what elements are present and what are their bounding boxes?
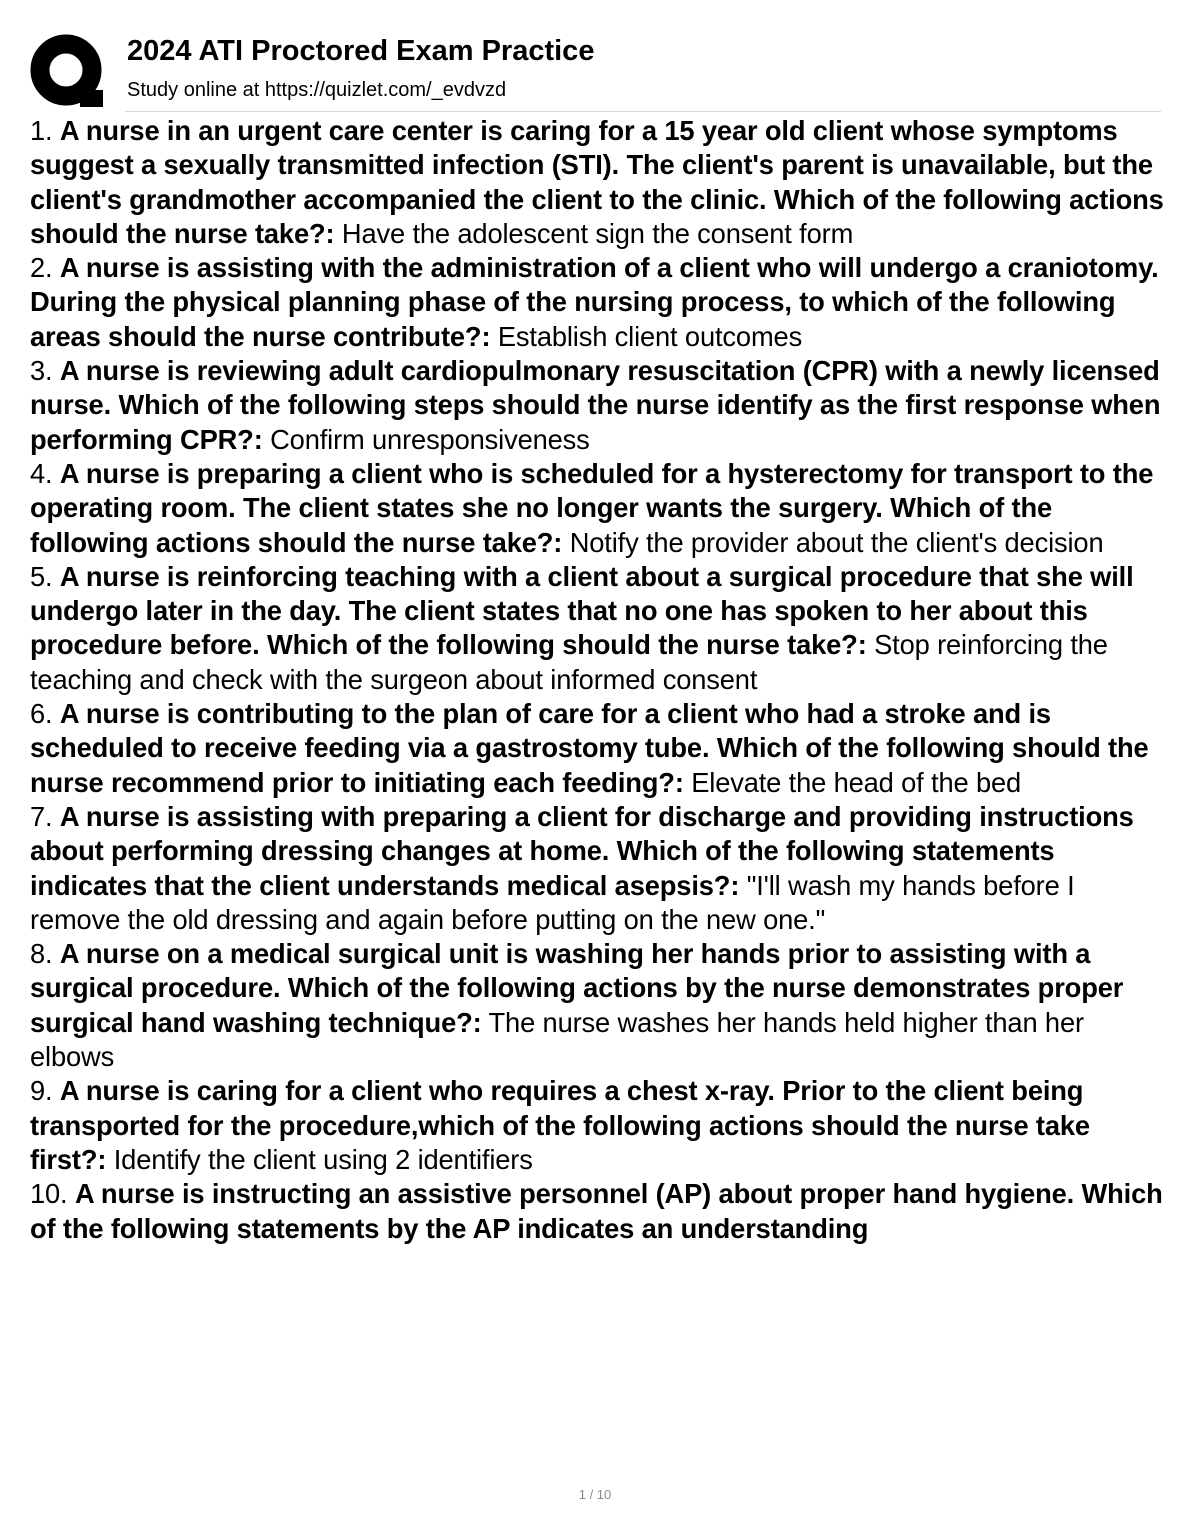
document-title: 2024 ATI Proctored Exam Practice [127, 35, 595, 67]
answer-text: Stop reinforcing the teaching and check with the surgeon about informed consent [30, 629, 1108, 695]
question-number: 2. [30, 252, 53, 284]
question-text: A nurse is assisting with the administration of a client who will undergo a craniotomy. During the physical planning phase of the nursing process, to which of the following areas should the nurse contribute?: [30, 252, 1159, 352]
question-number: 1. [30, 115, 53, 146]
question-text: A nurse is assisting with preparing a client for discharge and providing instructions about performing dressing changes at home. Which of the following statements indicates that the client understands medical asepsis?: [30, 800, 1134, 901]
answer-text: Have the adolescent sign the consent form [341, 217, 854, 249]
question-number: 7. [30, 800, 53, 832]
qa-item-6 [30, 697, 1164, 800]
page-number: 1 / 10 [578, 1487, 612, 1502]
qa-item-9 [30, 1074, 1164, 1177]
study-online-link[interactable]: Study online at https://quizlet.com/_evdvzd [127, 79, 507, 101]
quizlet-logo-icon [30, 34, 106, 110]
question-number: 6. [30, 698, 53, 730]
answer-text: Identify the client using 2 identifiers [113, 1143, 533, 1175]
question-number: 10. [30, 1178, 68, 1210]
answer-text: Establish client outcomes [497, 320, 803, 352]
qa-item-3 [30, 354, 1164, 457]
question-number: 4. [30, 457, 53, 489]
document-header [30, 30, 1160, 110]
qa-item-5 [30, 560, 1164, 697]
qa-item-4 [30, 457, 1164, 560]
qa-item-8 [30, 937, 1164, 1074]
question-number: 9. [30, 1075, 53, 1107]
answer-text: Elevate the head of the bed [691, 766, 1022, 798]
question-text: A nurse in an urgent care center is caring for a 15 year old client whose symptoms suggest a sexually transmitted infection (STI). The client's parent is unavailable, but the client's grandmother accompanied the client to the clinic. Which of the following actions should the nurse take?: [30, 115, 1164, 249]
qa-item-10 [30, 1177, 1164, 1246]
question-number: 5. [30, 560, 53, 592]
answer-text: The nurse washes her hands held higher than her elbows [30, 1006, 1084, 1073]
qa-item-1 [30, 114, 1164, 251]
qa-item-7 [30, 800, 1164, 937]
question-text: A nurse is caring for a client who requires a chest x-ray. Prior to the client being transported for the procedure,which of the following actions should the nurse take first?: [30, 1075, 1090, 1175]
question-text: A nurse is instructing an assistive personnel (AP) about proper hand hygiene. Which of the following statements by the AP indicates an understanding [30, 1178, 1163, 1244]
answer-text: "I'll wash my hands before I remove the old dressing and again before putting on the new one." [30, 869, 1075, 935]
question-text: A nurse is reinforcing teaching with a client about a surgical procedure that she will undergo later in the day. The client states that no one has spoken to her about this procedure before. Which of the following should the nurse take?: [30, 560, 1134, 661]
question-list [30, 114, 1164, 1246]
question-text: A nurse is contributing to the plan of care for a client who had a stroke and is scheduled to receive feeding via a gastrostomy tube. Which of the following should the nurse recommend prior to initiating each feeding?: [30, 698, 1149, 798]
question-number: 3. [30, 355, 53, 387]
question-text: A nurse is reviewing adult cardiopulmonary resuscitation (CPR) with a newly licensed nurse. Which of the following steps should the nurse identify as the first response when performing CPR?: [30, 355, 1161, 455]
question-number: 8. [30, 938, 53, 970]
question-text: A nurse is preparing a client who is scheduled for a hysterectomy for transport to the operating room. The client states she no longer wants the surgery. Which of the following actions should the nurse take?: [30, 457, 1154, 558]
answer-text: Notify the provider about the client's decision [569, 526, 1104, 558]
qa-item-2 [30, 251, 1164, 354]
question-text: A nurse on a medical surgical unit is washing her hands prior to assisting with a surgical procedure. Which of the following actions by the nurse demonstrates proper surgical hand washing technique?: [30, 938, 1124, 1038]
answer-text: Confirm unresponsiveness [270, 423, 590, 455]
header-divider [125, 111, 1161, 112]
